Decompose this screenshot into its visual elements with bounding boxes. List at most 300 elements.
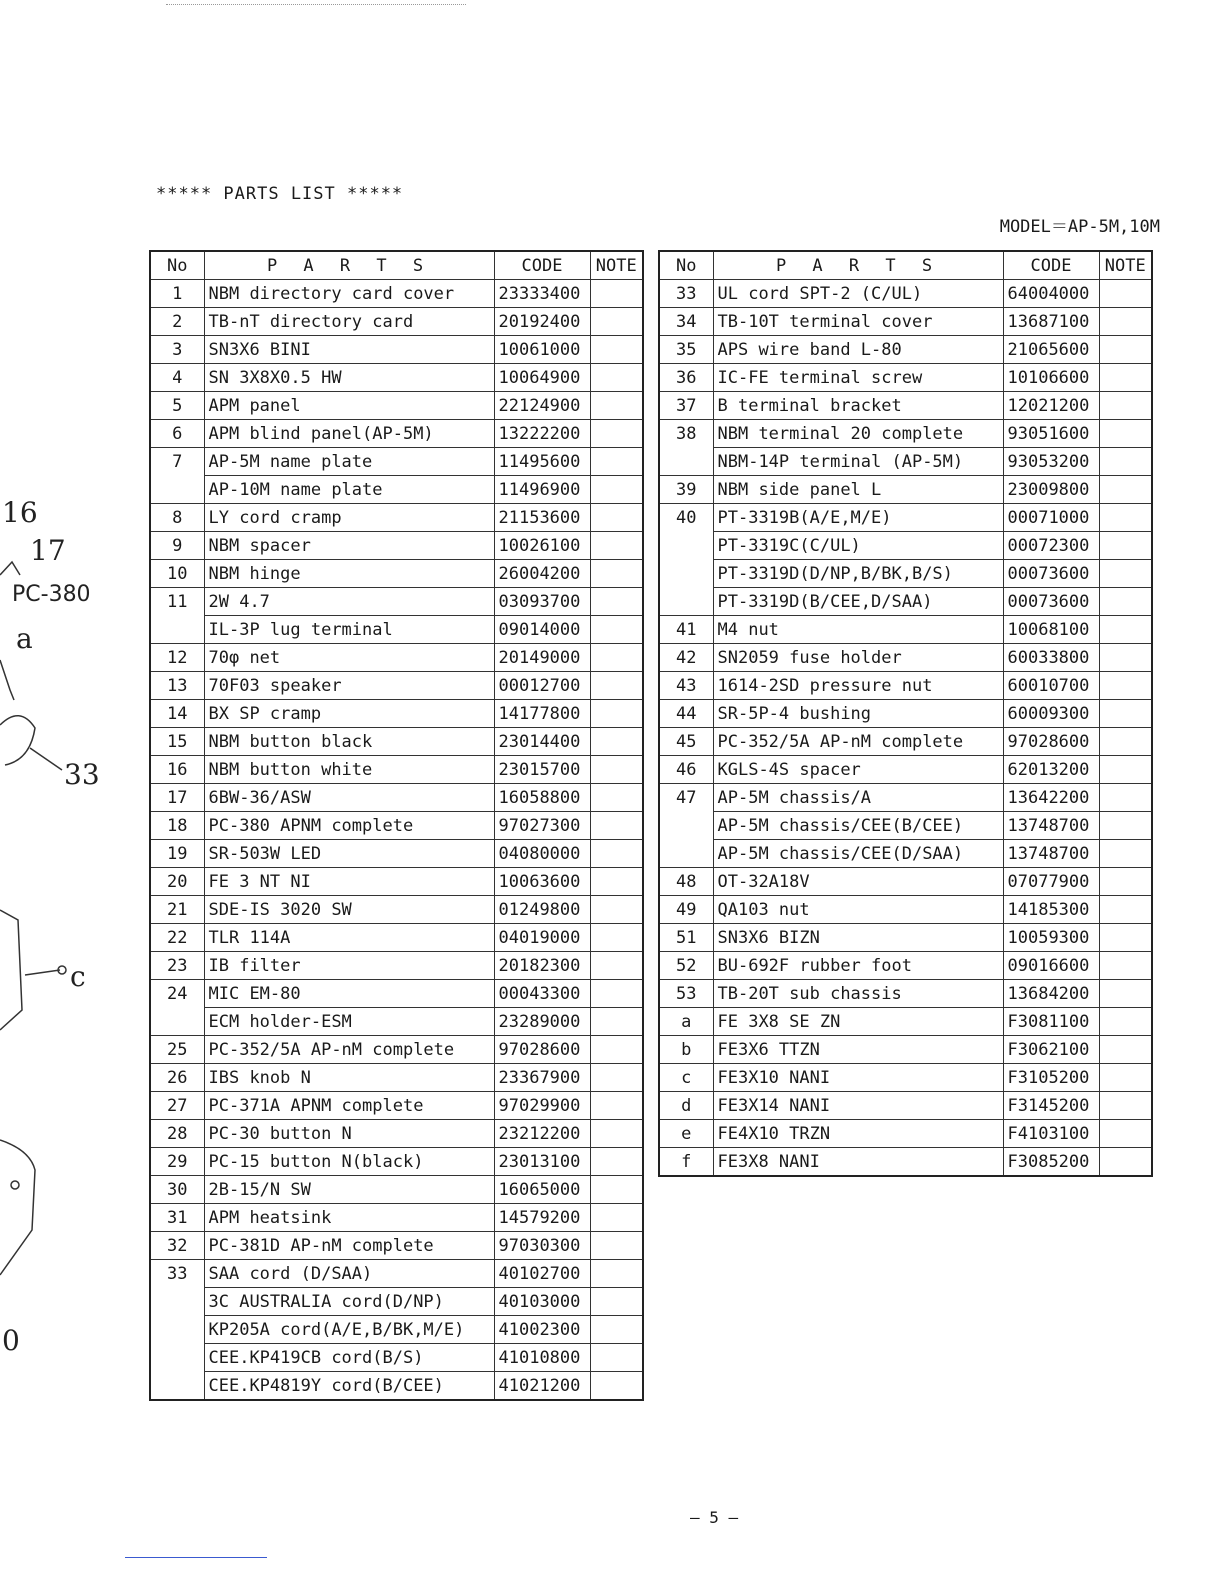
table-row [659,1120,1152,1148]
part-name: 70φ net [204,644,494,672]
power-plug-sketch [0,716,35,765]
header-note: NOTE [1099,251,1152,280]
part-name: PC-15 button N(black) [204,1148,494,1176]
part-name: SR-503W LED [204,840,494,868]
table-row [150,364,643,392]
part-name: PC-381D AP-nM complete [204,1232,494,1260]
part-number: 32 [150,1232,204,1260]
part-code: 97029900 [494,1092,590,1120]
table-row [150,336,643,364]
part-note [590,1064,643,1092]
part-name: M4 nut [713,616,1003,644]
table-row [150,784,643,812]
part-code: 60033800 [1003,644,1099,672]
part-code: F3062100 [1003,1036,1099,1064]
part-note [590,280,643,308]
header-no: No [150,251,204,280]
part-name: LY cord cramp [204,504,494,532]
table-row [659,588,1152,616]
part-note [590,868,643,896]
callout-c: c [70,960,86,993]
part-number: 6 [150,420,204,448]
part-name: CEE.KP419CB cord(B/S) [204,1344,494,1372]
table-row [150,1120,643,1148]
part-name: IL-3P lug terminal [204,616,494,644]
part-name: UL cord SPT-2 (C/UL) [713,280,1003,308]
table-row [150,672,643,700]
header-parts: P A R T S [204,251,494,280]
part-note [590,1316,643,1344]
part-name: 70F03 speaker [204,672,494,700]
parts-table-right [658,250,1153,1177]
table-row [150,280,643,308]
part-code: 13642200 [1003,784,1099,812]
part-number: 48 [659,868,713,896]
part-note [590,896,643,924]
table-row [150,588,643,616]
part-number: 13 [150,672,204,700]
part-note [1099,364,1152,392]
part-number: 24 [150,980,204,1008]
part-number: 43 [659,672,713,700]
part-name: CEE.KP4819Y cord(B/CEE) [204,1372,494,1401]
part-name: PC-352/5A AP-nM complete [204,1036,494,1064]
part-number: 20 [150,868,204,896]
table-row [659,448,1152,476]
part-name: FE3X10 NANI [713,1064,1003,1092]
part-number: 33 [150,1260,204,1288]
part-name: PC-380 APNM complete [204,812,494,840]
table-row [150,1232,643,1260]
table-row [659,924,1152,952]
part-name: B terminal bracket [713,392,1003,420]
part-code: 00071000 [1003,504,1099,532]
part-note [590,588,643,616]
part-name: FE 3X8 SE ZN [713,1008,1003,1036]
part-code: 13748700 [1003,840,1099,868]
part-note [1099,868,1152,896]
part-number: 21 [150,896,204,924]
part-code: 41021200 [494,1372,590,1401]
part-note [590,1176,643,1204]
part-note [590,364,643,392]
part-name: PT-3319B(A/E,M/E) [713,504,1003,532]
part-note [1099,980,1152,1008]
part-number [659,448,713,476]
part-number: 40 [659,504,713,532]
part-name: 1614-2SD pressure nut [713,672,1003,700]
top-rule [166,4,466,5]
part-a-sketch [0,660,14,700]
part-number: 17 [150,784,204,812]
part-number: 23 [150,952,204,980]
table-row [150,1176,643,1204]
part-number: 15 [150,728,204,756]
part-number: 34 [659,308,713,336]
part-number: 14 [150,700,204,728]
callout-16: 16 [2,496,38,529]
part-name: KP205A cord(A/E,B/BK,M/E) [204,1316,494,1344]
part-name: ECM holder-ESM [204,1008,494,1036]
part-note [590,560,643,588]
part-note [1099,280,1152,308]
part-name: SN3X6 BIZN [713,924,1003,952]
part-code: 14177800 [494,700,590,728]
part-code: 00073600 [1003,560,1099,588]
part-number: 39 [659,476,713,504]
parts-table-right-body [659,280,1152,1177]
part-name: NBM terminal 20 complete [713,420,1003,448]
part-number: 31 [150,1204,204,1232]
part-number: 12 [150,644,204,672]
part-number [659,588,713,616]
table-row [659,616,1152,644]
part-number: 4 [150,364,204,392]
table-row [150,756,643,784]
table-row [659,868,1152,896]
part-number: a [659,1008,713,1036]
table-row [150,896,643,924]
part-number: 19 [150,840,204,868]
part-number [659,812,713,840]
part-number: 44 [659,700,713,728]
part-number: f [659,1148,713,1177]
part-note [590,924,643,952]
table-row [659,364,1152,392]
part-note [1099,728,1152,756]
page-number: — 5 — [690,1508,739,1527]
part-name: 3C AUSTRALIA cord(D/NP) [204,1288,494,1316]
part-note [1099,672,1152,700]
table-row [150,1316,643,1344]
part-number: 28 [150,1120,204,1148]
part-note [1099,1120,1152,1148]
part-code: 00043300 [494,980,590,1008]
table-row [150,616,643,644]
part-name: BU-692F rubber foot [713,952,1003,980]
table-row [659,392,1152,420]
part-note [590,504,643,532]
part-name: PC-371A APNM complete [204,1092,494,1120]
part-code: 23212200 [494,1120,590,1148]
part-name: IBS knob N [204,1064,494,1092]
table-row [150,1204,643,1232]
part-code: 93053200 [1003,448,1099,476]
part-note [1099,560,1152,588]
part-code: 03093700 [494,588,590,616]
table-row [150,1036,643,1064]
part-code: 21153600 [494,504,590,532]
part-name: FE3X6 TTZN [713,1036,1003,1064]
part-code: 13748700 [1003,812,1099,840]
part-number: 27 [150,1092,204,1120]
part-number: 52 [659,952,713,980]
table-row [150,1288,643,1316]
part-note [1099,896,1152,924]
part-name: NBM directory card cover [204,280,494,308]
header-note: NOTE [590,251,643,280]
part-name: PT-3319C(C/UL) [713,532,1003,560]
part-name: AP-5M chassis/CEE(D/SAA) [713,840,1003,868]
table-row [150,392,643,420]
table-row [150,980,643,1008]
part-code: 22124900 [494,392,590,420]
table-row [659,1036,1152,1064]
part-code: 62013200 [1003,756,1099,784]
part-code: F3105200 [1003,1064,1099,1092]
part-note [1099,924,1152,952]
part-number [150,1008,204,1036]
part-note [1099,644,1152,672]
table-row [150,532,643,560]
part-number: 42 [659,644,713,672]
page-title: ***** PARTS LIST ***** [156,184,404,204]
table-row [659,756,1152,784]
part-name: NBM button black [204,728,494,756]
part-number: 18 [150,812,204,840]
part-code: 20149000 [494,644,590,672]
part-name: FE3X8 NANI [713,1148,1003,1177]
table-row [150,924,643,952]
part-note [1099,1092,1152,1120]
part-code: 11496900 [494,476,590,504]
part-name: FE4X10 TRZN [713,1120,1003,1148]
part-code: 14579200 [494,1204,590,1232]
callout-pc-380: PC-380 [12,582,91,607]
table-header-row [659,251,1152,280]
part-name: NBM button white [204,756,494,784]
part-code: 13222200 [494,420,590,448]
part-code: 10061000 [494,336,590,364]
part-code: 40103000 [494,1288,590,1316]
part-note [590,1204,643,1232]
part-name: BX SP cramp [204,700,494,728]
table-row [659,728,1152,756]
table-row [659,980,1152,1008]
callout-0: 0 [2,1324,20,1357]
part-code: 23015700 [494,756,590,784]
part-number: 1 [150,280,204,308]
part-name: PT-3319D(D/NP,B/BK,B/S) [713,560,1003,588]
part-name: SN 3X8X0.5 HW [204,364,494,392]
part-code: 23009800 [1003,476,1099,504]
part-code: 11495600 [494,448,590,476]
part-name: SN3X6 BINI [204,336,494,364]
part-number: 35 [659,336,713,364]
part-name: MIC EM-80 [204,980,494,1008]
table-row [659,280,1152,308]
part-number: 47 [659,784,713,812]
table-row [659,532,1152,560]
part-name: SDE-IS 3020 SW [204,896,494,924]
part-number: 51 [659,924,713,952]
part-note [590,420,643,448]
parts-table-left [149,250,644,1401]
part-note [1099,756,1152,784]
part-number [150,1372,204,1401]
part-code: 26004200 [494,560,590,588]
part-name: AP-5M chassis/A [713,784,1003,812]
part-code: 09016600 [1003,952,1099,980]
part-number: 8 [150,504,204,532]
part-note [590,644,643,672]
part-note [590,728,643,756]
part-note [1099,952,1152,980]
table-row [659,1008,1152,1036]
part-code: 00072300 [1003,532,1099,560]
part-note [1099,420,1152,448]
part-note [590,448,643,476]
part-name: APM heatsink [204,1204,494,1232]
part-code: 40102700 [494,1260,590,1288]
part-number: 22 [150,924,204,952]
table-row [659,1064,1152,1092]
part-code: 00012700 [494,672,590,700]
bottom-rule [125,1557,267,1558]
part-code: 41002300 [494,1316,590,1344]
table-row [659,952,1152,980]
part-number: 29 [150,1148,204,1176]
part-code: 10063600 [494,868,590,896]
table-row [659,812,1152,840]
table-row [150,420,643,448]
part-code: 64004000 [1003,280,1099,308]
callout-a: a [16,622,33,655]
part-name: AP-5M chassis/CEE(B/CEE) [713,812,1003,840]
table-row [659,308,1152,336]
part-code: F3085200 [1003,1148,1099,1177]
part-name: QA103 nut [713,896,1003,924]
part-name: AP-10M name plate [204,476,494,504]
table-row [659,784,1152,812]
part-number: 5 [150,392,204,420]
part-code: 20182300 [494,952,590,980]
part-code: 00073600 [1003,588,1099,616]
callout-17: 17 [30,534,66,567]
header-parts: P A R T S [713,251,1003,280]
part-note [590,1260,643,1288]
part-code: 23367900 [494,1064,590,1092]
part-number: e [659,1120,713,1148]
table-row [659,476,1152,504]
part-number: 33 [659,280,713,308]
part-code: 41010800 [494,1344,590,1372]
part-number [659,532,713,560]
part-note [590,532,643,560]
part-code: 23013100 [494,1148,590,1176]
part-name: NBM-14P terminal (AP-5M) [713,448,1003,476]
table-row [150,644,643,672]
part-code: 10064900 [494,364,590,392]
part-note [590,1036,643,1064]
table-row [659,1092,1152,1120]
part-number: d [659,1092,713,1120]
part-name: 6BW-36/ASW [204,784,494,812]
part-code: 12021200 [1003,392,1099,420]
table-row [150,1260,643,1288]
part-name: PC-352/5A AP-nM complete [713,728,1003,756]
part-note [590,392,643,420]
table-row [150,1344,643,1372]
part-number [150,1288,204,1316]
exploded-diagram-fragment [0,0,150,1400]
part-number: 16 [150,756,204,784]
part-number [659,560,713,588]
part-note [590,616,643,644]
part-note [590,1148,643,1176]
part-code: 10059300 [1003,924,1099,952]
part-note [1099,392,1152,420]
leader-c [25,970,60,975]
part-code: F3081100 [1003,1008,1099,1036]
part-number: 3 [150,336,204,364]
table-row [659,896,1152,924]
part-name: TB-nT directory card [204,308,494,336]
part-code: 16058800 [494,784,590,812]
part-note [590,1120,643,1148]
part-note [590,1372,643,1401]
part-number [150,616,204,644]
part-code: 10026100 [494,532,590,560]
table-row [150,560,643,588]
part-note [590,476,643,504]
part-number: 30 [150,1176,204,1204]
part-code: 97030300 [494,1232,590,1260]
part-number: 37 [659,392,713,420]
part-code: 16065000 [494,1176,590,1204]
part-note [590,840,643,868]
table-row [150,840,643,868]
table-row [150,812,643,840]
header-code: CODE [494,251,590,280]
part-number: 26 [150,1064,204,1092]
part-name: SR-5P-4 bushing [713,700,1003,728]
part-note [590,308,643,336]
cover-sketch [0,1140,35,1275]
part-name: IC-FE terminal screw [713,364,1003,392]
parts-table-left-body [150,280,643,1401]
part-name: APM panel [204,392,494,420]
table-row [150,1372,643,1401]
part-name: NBM spacer [204,532,494,560]
table-row [659,700,1152,728]
part-number: 7 [150,448,204,476]
part-code: 09014000 [494,616,590,644]
table-row [150,1064,643,1092]
part-code: 97027300 [494,812,590,840]
part-note [1099,308,1152,336]
table-row [150,448,643,476]
table-row [659,840,1152,868]
part-code: 23014400 [494,728,590,756]
part-note [1099,1008,1152,1036]
part-code: 21065600 [1003,336,1099,364]
table-row [659,560,1152,588]
part-number: 9 [150,532,204,560]
part-note [1099,700,1152,728]
table-row [150,1008,643,1036]
part-number: 36 [659,364,713,392]
part-note [590,1288,643,1316]
part-name: PC-30 button N [204,1120,494,1148]
part-code: 10106600 [1003,364,1099,392]
model-label: MODEL＝AP-5M,10M [999,217,1160,237]
part-name: SN2059 fuse holder [713,644,1003,672]
part-note [590,336,643,364]
header-no: No [659,251,713,280]
part-number: 38 [659,420,713,448]
part-note [1099,448,1152,476]
